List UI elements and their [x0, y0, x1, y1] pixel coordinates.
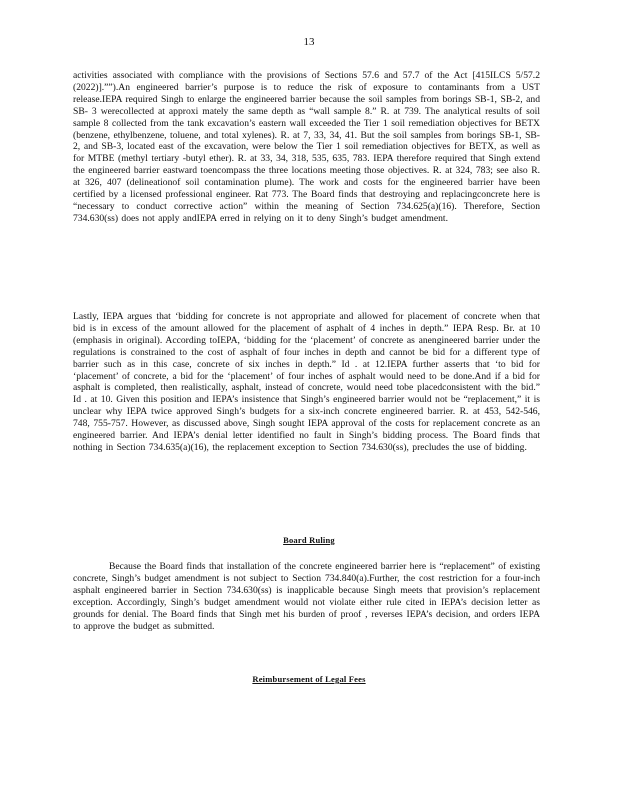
- heading-text: Board Ruling: [283, 535, 335, 545]
- section-heading-board-ruling: [0, 535, 618, 545]
- section-heading-reimbursement: [0, 674, 618, 684]
- paragraph-text: Lastly, IEPA argues that ‘bidding for concrete is not appropriate and allowed for placement of concrete when that bid is in excess of the amount allowed for the placement of asphalt of 4 inches in depth.” IEPA Resp. Br. at 10 (emphasis in original). According toIEPA, ‘bidding for the ‘placement’ of concrete as anengineered barrier under the regulations is constrained to the cost of asphalt of four inches in depth and cannot be bid for a different type of barrier such as in this case, concrete of six inches in depth.” Id . at 12.IEPA further asserts that ‘to bid for ‘placement’ of concrete, a bid for the ‘placement’ of four inches of asphalt would need to be done.And if a bid for asphalt is completed, then realistically, asphalt, instead of concrete, would need tobe placedconsistent with the bid.” Id . at 10. Given this position and IEPA’s insistence that Singh’s engineered barrier would not be “replacement,” it is unclear why IEPA twice approved Singh’s budgets for a six-inch concrete engineered barrier. R. at 453, 542-546, 748, 755-757. However, as discussed above, Singh sought IEPA approval of the costs for replacement concrete as an engineered barrier. And IEPA’s denial letter identified no fault in Singh’s bidding process. The Board finds that nothing in Section 734.635(a)(16), the replacement exception to Section 734.630(ss), precludes the use of bidding.: [73, 311, 540, 453]
- paragraph-bidding: [73, 311, 540, 454]
- page-number: 13: [303, 36, 315, 48]
- paragraph-ruling: [73, 561, 540, 632]
- paragraph-text: Because the Board finds that installation of the concrete engineered barrier here is “replacement” of existing concrete, Singh’s budget amendment is not subject to Section 734.840(a).Further, the cost restriction for a four-inch asphalt engineered barrier in Section 734.630(ss) is inapplicable because Singh meets that provision’s replacement exception. Accordingly, Singh’s budget amendment would not violate either rule cited in IEPA’s decision letter as grounds for denial. The Board finds that Singh met his burden of proof , reverses IEPA’s decision, and orders IEPA to approve the budget as submitted.: [73, 561, 540, 632]
- paragraph-text: activities associated with compliance with the provisions of Sections 57.6 and 57.7 of the Act [415ILCS 5/57.2 (2022)].””).An engineered barrier’s purpose is to reduce the risk of exposure to contaminants from a UST release.IEPA required Singh to enlarge the engineered barrier because the soil samples from borings SB-1, SB-2, and SB- 3 werecollected at approxi mately the same depth as “wall sample 8.” R. at 739. The analytical results of soil sample 8 collected from the tank excavation’s eastern wall exceeded the Tier 1 soil remediation objectives for BETX (benzene, ethylbenzene, toluene, and total xylenes). R. at 7, 33, 34, 41. But the soil samples from borings SB-1, SB-2, and SB-3, located east of the excavation, were below the Tier 1 soil remediation objectives for BETX, as well as for MTBE (methyl tertiary -butyl ether). R. at 33, 34, 318, 535, 635, 783. IEPA therefore required that Singh extend the engineered barrier eastward toencompass the three locations meeting those objectives. R. at 324, 783; see also R. at 326, 407 (delineationof soil contamination plume). The work and costs for the engineered barrier have been certified by a licensed professional engineer. Rat 773. The Board finds that destroying and replacingconcrete here is “necessary to conduct corrective action” within the meaning of Section 734.625(a)(16). Therefore, Section 734.630(ss) does not apply andIEPA erred in relying on it to deny Singh’s budget amendment.: [73, 70, 540, 224]
- paragraph-engineered-barrier: [73, 70, 540, 225]
- heading-text: Reimbursement of Legal Fees: [252, 674, 366, 684]
